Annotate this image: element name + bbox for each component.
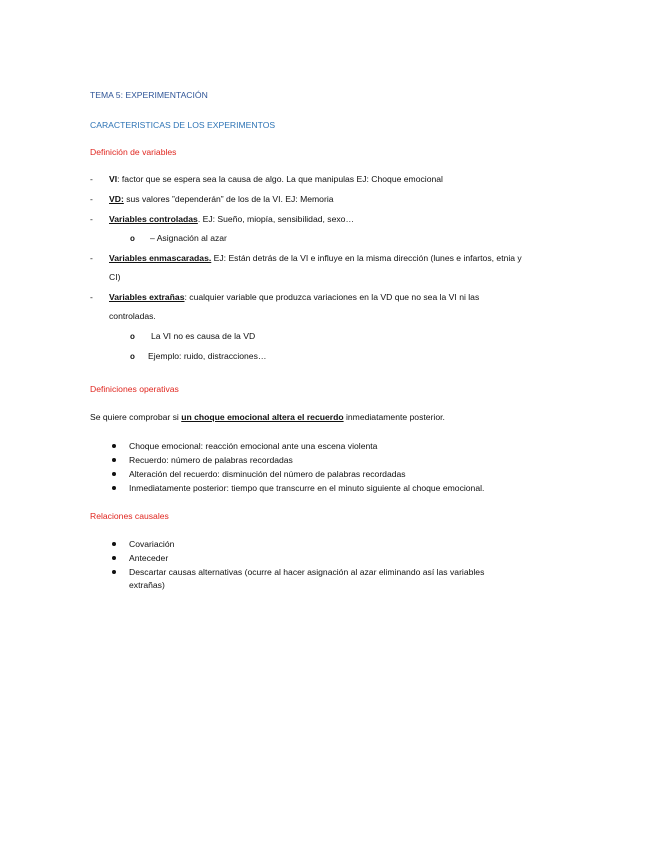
- heading-definiciones-operativas: Definiciones operativas: [90, 384, 179, 394]
- operativas-item: Alteración del recuerdo: disminución del número de palabras recordadas: [129, 469, 406, 479]
- causales-item: Anteceder: [129, 553, 169, 563]
- dash-bullet: -: [90, 253, 93, 263]
- causales-item: Descartar causas alternativas (ocurre al hacer asignación al azar eliminando así las variables: [129, 567, 485, 577]
- circle-bullet: o: [130, 234, 135, 243]
- dash-bullet: -: [90, 292, 93, 302]
- term-controladas: Variables controladas: [109, 214, 198, 224]
- circle-bullet: o: [130, 352, 135, 361]
- dash-bullet: -: [90, 194, 93, 204]
- doc-title: TEMA 5: EXPERIMENTACIÓN: [90, 90, 208, 100]
- heading-definicion-variables: Definición de variables: [90, 147, 177, 157]
- list-item-vi: [109, 174, 443, 185]
- text-enmascaradas-cont: CI): [109, 272, 121, 282]
- bullet-dot: [112, 542, 116, 546]
- bullet-dot: [112, 486, 116, 490]
- operativas-item: Inmediatamente posterior: tiempo que transcurre en el minuto siguiente al choque emocional.: [129, 483, 485, 493]
- sub-item-ejemplo: Ejemplo: ruido, distracciones…: [148, 351, 267, 361]
- causales-item: Covariación: [129, 539, 175, 549]
- dash-bullet: -: [90, 214, 93, 224]
- bullet-dot: [112, 444, 116, 448]
- term-extranas: Variables extrañas: [109, 292, 185, 302]
- text-extranas-cont: controladas.: [109, 311, 156, 321]
- text-enmascaradas: EJ: Están detrás de la VI e influye en la misma dirección (lunes e infartos, etnia y: [211, 253, 522, 263]
- bullet-dot: [112, 570, 116, 574]
- section-heading: CARACTERISTICAS DE LOS EXPERIMENTOS: [90, 120, 276, 130]
- text-vd: sus valores ”dependerán” de los de la VI. EJ: Memoria: [123, 194, 334, 204]
- bullet-dot: [112, 556, 116, 560]
- term-vi: VI: [109, 174, 118, 184]
- heading-relaciones-causales: Relaciones causales: [90, 511, 169, 521]
- list-item-vd: [109, 194, 334, 205]
- sub-item-vi-no-causa: La VI no es causa de la VD: [151, 331, 256, 341]
- text-controladas: . EJ: Sueño, miopía, sensibilidad, sexo…: [197, 214, 355, 224]
- dash-bullet: -: [90, 174, 93, 184]
- sub-item-asignacion: – Asignación al azar: [150, 233, 227, 243]
- intro-after: inmediatamente posterior.: [343, 412, 445, 422]
- list-item-controladas: [109, 214, 354, 225]
- text-extranas: : cualquier variable que produzca variaciones en la VD que no sea la VI ni las: [184, 292, 480, 302]
- list-item-enmascaradas: [109, 253, 522, 264]
- intro-emphasis: un choque emocional altera el recuerdo: [181, 412, 344, 422]
- bullet-dot: [112, 458, 116, 462]
- text-vi: : factor que se espera sea la causa de algo. La que manipulas EJ: Choque emocional: [117, 174, 443, 184]
- operativas-item: Recuerdo: número de palabras recordadas: [129, 455, 293, 465]
- bullet-dot: [112, 472, 116, 476]
- term-enmascaradas: Variables enmascaradas.: [109, 253, 212, 263]
- causales-item-cont: extrañas): [129, 580, 165, 590]
- circle-bullet: o: [130, 332, 135, 341]
- intro-before: Se quiere comprobar si: [90, 412, 182, 422]
- term-vd: VD:: [109, 194, 124, 204]
- list-item-extranas: [109, 292, 479, 303]
- operativas-item: Choque emocional: reacción emocional ante una escena violenta: [129, 441, 378, 451]
- operativas-intro: [90, 412, 445, 423]
